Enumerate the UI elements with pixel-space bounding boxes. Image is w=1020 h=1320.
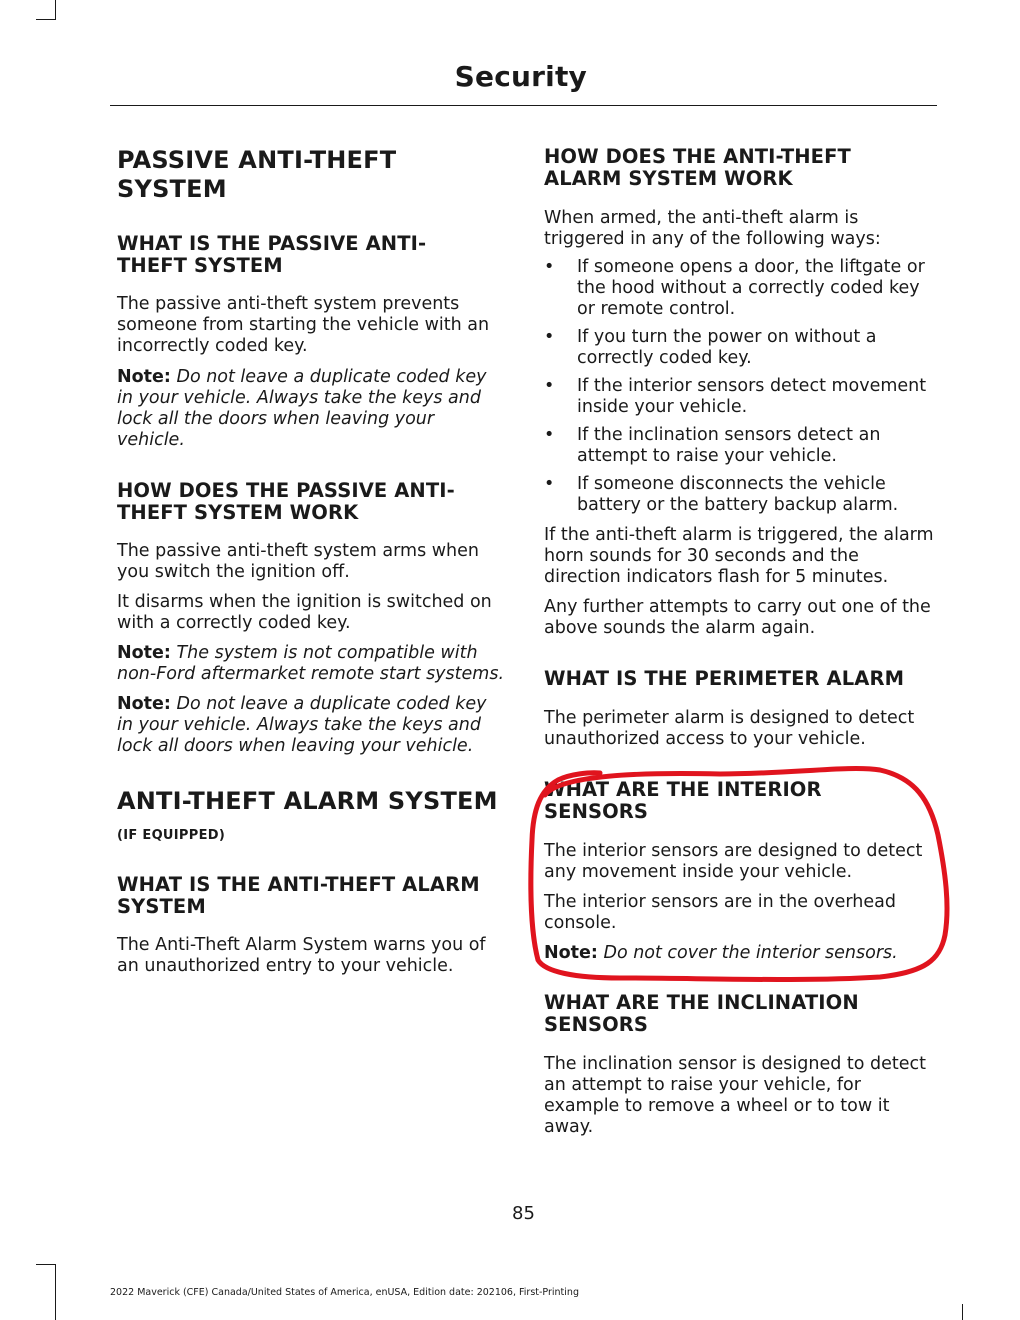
heading-inclination-sensors: WHAT ARE THE INCLINATION SENSORS (544, 991, 859, 1036)
list-item: • If the interior sensors detect movement inside your vehicle. (544, 376, 927, 417)
paragraph: The interior sensors are in the overhead console. (544, 892, 896, 933)
paragraph: It disarms when the ignition is switched on with a correctly coded key. (117, 592, 492, 633)
list-item: • If someone opens a door, the liftgate or the hood without a correctly coded key or remote control. (544, 257, 925, 319)
list-item: • If the inclination sensors detect an attempt to raise your vehicle. (544, 425, 881, 466)
list-item: • If someone disconnects the vehicle battery or the battery backup alarm. (544, 474, 899, 515)
note-text: Do not cover the interior sensors. (597, 943, 898, 963)
note-label: Note: (117, 367, 171, 387)
note-text: Do not leave a duplicate coded key in your vehicle. Always take the keys and lock all the doors when leaving your vehicle. (117, 367, 487, 450)
paragraph: The passive anti-theft system arms when you switch the ignition off. (117, 541, 480, 582)
paragraph: The inclination sensor is designed to detect an attempt to raise your vehicle, for example to remove a wheel or to tow it away. (544, 1054, 927, 1137)
if-equipped-label: (IF EQUIPPED) (117, 828, 226, 843)
heading-perimeter-alarm: WHAT IS THE PERIMETER ALARM (544, 667, 905, 690)
heading-interior-sensors: WHAT ARE THE INTERIOR SENSORS (544, 778, 822, 823)
note-label: Note: (544, 943, 598, 963)
heading-how-does-passive-work: HOW DOES THE PASSIVE ANTI-THEFT SYSTEM WORK (117, 479, 455, 524)
bullet-icon: • (544, 425, 555, 445)
paragraph: Any further attempts to carry out one of the above sounds the alarm again. (544, 597, 931, 638)
list-item: • If you turn the power on without a correctly coded key. (544, 327, 877, 368)
section-title-anti-theft-alarm: ANTI-THEFT ALARM SYSTEM (117, 787, 498, 815)
section-title-passive-anti-theft: PASSIVE ANTI-THEFT SYSTEM (117, 146, 397, 203)
bullet-icon: • (544, 376, 555, 396)
bullet-icon: • (544, 474, 555, 494)
note-label: Note: (117, 694, 171, 714)
heading-what-is-passive: WHAT IS THE PASSIVE ANTI-THEFT SYSTEM (117, 232, 427, 277)
paragraph: When armed, the anti-theft alarm is triggered in any of the following ways: (544, 208, 881, 249)
paragraph: The perimeter alarm is designed to detect unauthorized access to your vehicle. (544, 708, 915, 749)
page-title: Security (454, 60, 587, 93)
note-label: Note: (117, 643, 171, 663)
page-number: 85 (512, 1203, 535, 1224)
note-text: Do not leave a duplicate coded key in your vehicle. Always take the keys and lock all doors when leaving your vehicle. (117, 694, 487, 756)
paragraph: If the anti-theft alarm is triggered, the alarm horn sounds for 30 seconds and the direction indicators flash for 5 minutes. (544, 525, 934, 587)
paragraph: The Anti-Theft Alarm System warns you of an unauthorized entry to your vehicle. (117, 935, 486, 976)
footer-edition-info: 2022 Maverick (CFE) Canada/United States of America, enUSA, Edition date: 202106, First-Printing (110, 1287, 579, 1298)
paragraph: The passive anti-theft system prevents someone from starting the vehicle with an incorrectly coded key. (117, 294, 490, 356)
bullet-icon: • (544, 257, 555, 277)
heading-what-is-alarm: WHAT IS THE ANTI-THEFT ALARM SYSTEM (117, 873, 480, 918)
bullet-icon: • (544, 327, 555, 347)
highlight-stroke (531, 768, 947, 979)
heading-how-does-alarm-work: HOW DOES THE ANTI-THEFT ALARM SYSTEM WORK (544, 145, 851, 190)
paragraph: The interior sensors are designed to detect any movement inside your vehicle. (544, 841, 923, 882)
note-text: The system is not compatible with non-Ford aftermarket remote start systems. (117, 643, 505, 684)
